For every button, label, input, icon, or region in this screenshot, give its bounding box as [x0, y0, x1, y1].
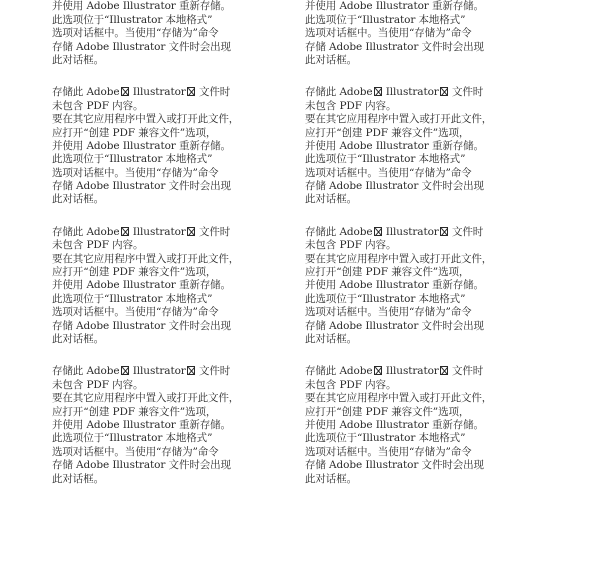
text-line: 此选项位于“Illustrator 本地格式”	[52, 432, 213, 445]
text-line: 此选项位于“Illustrator 本地格式”	[52, 13, 213, 26]
head-part: 文件时	[448, 225, 484, 238]
text-line: 存储 Adobe Illustrator 文件时会出现	[52, 180, 231, 193]
missing-glyph-box-icon	[440, 366, 448, 375]
text-line: 此选项位于“Illustrator 本地格式”	[52, 153, 213, 166]
text-line: 未包含 PDF 内容。	[52, 239, 144, 252]
text-line-head	[305, 86, 565, 99]
text-line: 此对话框。	[52, 53, 104, 66]
missing-glyph-box-icon	[374, 227, 382, 236]
text-block	[52, 226, 312, 347]
text-block	[305, 365, 565, 486]
text-line: 应打开“创建 PDF 兼容文件”选项，	[305, 266, 470, 279]
text-block-partial	[305, 0, 565, 67]
missing-glyph-box-icon	[121, 87, 129, 96]
head-part: 文件时	[195, 86, 231, 99]
text-line: 选项对话框中。当使用“存储为”命令	[305, 27, 472, 40]
head-part: 文件时	[195, 225, 231, 238]
missing-glyph-box-icon	[121, 227, 129, 236]
head-part: 存储此 Adobe	[305, 365, 373, 378]
missing-glyph-box-icon	[374, 366, 382, 375]
text-line: 选项对话框中。当使用“存储为”命令	[305, 445, 472, 458]
text-line: 要在其它应用程序中置入或打开此文件，	[52, 252, 240, 265]
text-line-head	[305, 365, 565, 378]
text-line: 选项对话框中。当使用“存储为”命令	[305, 306, 472, 319]
head-part: Illustrator	[382, 86, 439, 99]
text-line: 并使用 Adobe Illustrator 重新存储。	[52, 418, 231, 431]
text-line: 未包含 PDF 内容。	[52, 378, 144, 391]
text-line: 未包含 PDF 内容。	[305, 378, 397, 391]
text-line-head	[305, 226, 565, 239]
head-part: Illustrator	[129, 86, 186, 99]
text-line: 要在其它应用程序中置入或打开此文件，	[52, 113, 240, 126]
text-block	[52, 365, 312, 486]
missing-glyph-box-icon	[374, 87, 382, 96]
text-line: 此选项位于“Illustrator 本地格式”	[305, 13, 466, 26]
head-part: 存储此 Adobe	[52, 225, 120, 238]
text-line: 选项对话框中。当使用“存储为”命令	[305, 166, 472, 179]
text-line: 此选项位于“Illustrator 本地格式”	[52, 292, 213, 305]
text-line: 未包含 PDF 内容。	[305, 99, 397, 112]
head-part: Illustrator	[129, 365, 186, 378]
text-line: 并使用 Adobe Illustrator 重新存储。	[52, 0, 231, 13]
text-line: 应打开“创建 PDF 兼容文件”选项，	[52, 405, 217, 418]
text-line: 选项对话框中。当使用“存储为”命令	[52, 306, 219, 319]
text-line: 存储 Adobe Illustrator 文件时会出现	[52, 40, 231, 53]
text-line: 未包含 PDF 内容。	[305, 239, 397, 252]
text-line: 此对话框。	[52, 193, 104, 206]
head-part: 文件时	[448, 365, 484, 378]
text-line: 并使用 Adobe Illustrator 重新存储。	[305, 279, 484, 292]
missing-glyph-box-icon	[440, 87, 448, 96]
text-line: 存储 Adobe Illustrator 文件时会出现	[305, 459, 484, 472]
head-part: 文件时	[195, 365, 231, 378]
text-line: 选项对话框中。当使用“存储为”命令	[52, 445, 219, 458]
text-line: 存储 Adobe Illustrator 文件时会出现	[52, 459, 231, 472]
missing-glyph-box-icon	[187, 366, 195, 375]
text-block-partial	[52, 0, 312, 67]
text-line: 选项对话框中。当使用“存储为”命令	[52, 166, 219, 179]
text-line: 未包含 PDF 内容。	[52, 99, 144, 112]
missing-glyph-box-icon	[187, 227, 195, 236]
head-part: 文件时	[448, 86, 484, 99]
text-line: 要在其它应用程序中置入或打开此文件，	[305, 392, 493, 405]
head-part: Illustrator	[382, 225, 439, 238]
text-line: 应打开“创建 PDF 兼容文件”选项，	[52, 266, 217, 279]
text-line: 并使用 Adobe Illustrator 重新存储。	[52, 139, 231, 152]
text-line: 要在其它应用程序中置入或打开此文件，	[52, 392, 240, 405]
head-part: 存储此 Adobe	[305, 86, 373, 99]
head-part: Illustrator	[382, 365, 439, 378]
text-line: 此对话框。	[305, 332, 357, 345]
text-line: 此选项位于“Illustrator 本地格式”	[305, 292, 466, 305]
text-line: 要在其它应用程序中置入或打开此文件，	[305, 252, 493, 265]
text-line: 此对话框。	[305, 193, 357, 206]
text-line: 此对话框。	[305, 53, 357, 66]
text-line: 此对话框。	[52, 472, 104, 485]
text-line: 此选项位于“Illustrator 本地格式”	[305, 153, 466, 166]
text-line: 并使用 Adobe Illustrator 重新存储。	[305, 0, 484, 13]
text-line: 并使用 Adobe Illustrator 重新存储。	[305, 139, 484, 152]
text-block	[305, 86, 565, 207]
text-line: 存储 Adobe Illustrator 文件时会出现	[305, 180, 484, 193]
text-line: 此对话框。	[52, 332, 104, 345]
text-line: 并使用 Adobe Illustrator 重新存储。	[305, 418, 484, 431]
text-line: 此对话框。	[305, 472, 357, 485]
right-column	[305, 0, 565, 486]
text-line-head	[52, 86, 312, 99]
head-part: 存储此 Adobe	[52, 86, 120, 99]
head-part: Illustrator	[129, 225, 186, 238]
text-block	[52, 86, 312, 207]
text-line: 选项对话框中。当使用“存储为”命令	[52, 27, 219, 40]
text-line: 应打开“创建 PDF 兼容文件”选项，	[305, 126, 470, 139]
text-line: 存储 Adobe Illustrator 文件时会出现	[52, 319, 231, 332]
missing-glyph-box-icon	[187, 87, 195, 96]
text-line: 存储 Adobe Illustrator 文件时会出现	[305, 40, 484, 53]
text-line: 应打开“创建 PDF 兼容文件”选项，	[305, 405, 470, 418]
missing-glyph-box-icon	[121, 366, 129, 375]
left-column	[52, 0, 312, 486]
text-block	[305, 226, 565, 347]
text-line: 要在其它应用程序中置入或打开此文件，	[305, 113, 493, 126]
head-part: 存储此 Adobe	[305, 225, 373, 238]
text-line-head	[52, 226, 312, 239]
head-part: 存储此 Adobe	[52, 365, 120, 378]
text-line-head	[52, 365, 312, 378]
text-line: 此选项位于“Illustrator 本地格式”	[305, 432, 466, 445]
missing-glyph-box-icon	[440, 227, 448, 236]
text-line: 应打开“创建 PDF 兼容文件”选项，	[52, 126, 217, 139]
text-line: 并使用 Adobe Illustrator 重新存储。	[52, 279, 231, 292]
text-line: 存储 Adobe Illustrator 文件时会出现	[305, 319, 484, 332]
